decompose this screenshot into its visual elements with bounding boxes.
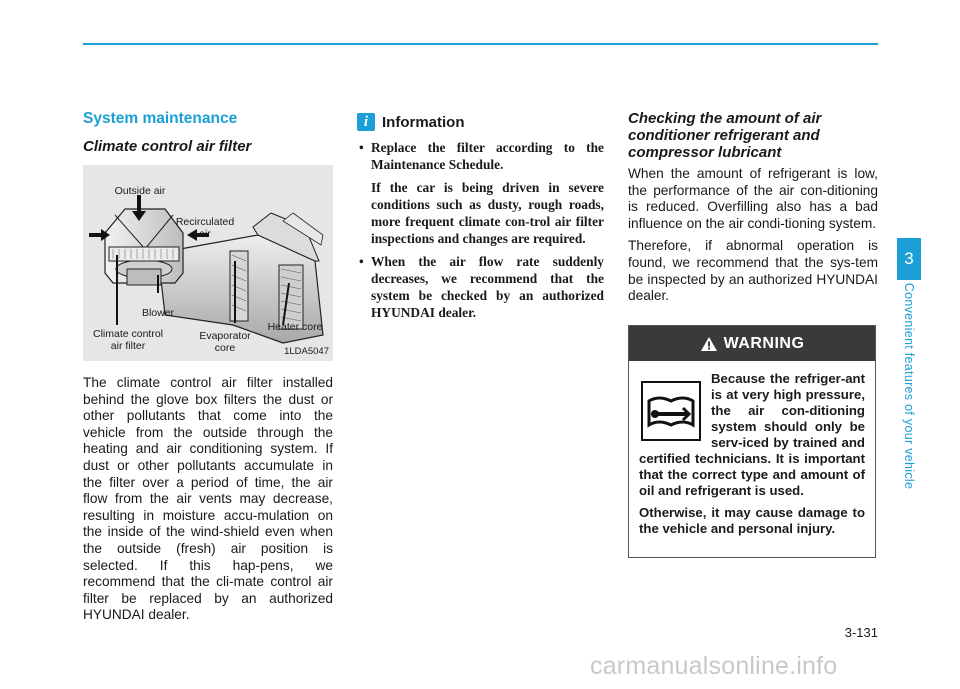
list-item xyxy=(357,253,604,321)
list-item xyxy=(357,139,604,247)
page-number: 3-131 xyxy=(844,625,878,640)
top-rule xyxy=(83,43,878,45)
manual-wrench-icon xyxy=(641,381,701,441)
info-header xyxy=(357,113,604,131)
watermark: carmanualsonline.info xyxy=(590,652,838,680)
label-climate-filter: Climate control air filter xyxy=(92,328,164,352)
checking-paragraph-1: When the amount of refrigerant is low, the performance of the air con-ditioning is reduced. Overfilling also has a bad influence on the air condi-tioning system. xyxy=(628,166,878,231)
subsection-title: Climate control air filter xyxy=(83,138,252,155)
warning-label: WARNING xyxy=(723,334,805,352)
column-middle xyxy=(357,113,604,327)
warning-paragraph-1: Because the refriger-ant is at very high pressure, the air con-ditioning system should only be serv-iced by trained and certified technicians. It is important that the correct type and amount of oil and refrigerant is used. xyxy=(639,371,865,498)
warning-paragraph-2: Otherwise, it may cause damage to the vehicle and personal injury. xyxy=(639,505,865,536)
warning-triangle-icon xyxy=(700,336,718,352)
label-evaporator-core: Evaporator core xyxy=(199,330,251,354)
warning-header xyxy=(629,326,875,361)
warning-box xyxy=(628,325,876,558)
info-icon: i xyxy=(357,113,375,131)
column-right xyxy=(628,110,878,311)
figure-id: 1LDA5047 xyxy=(284,346,329,357)
info-item-1-para-2: If the car is being driven in severe conditions such as dusty, rough roads, more frequent climate con-trol air filter inspections and changes are required. xyxy=(371,180,604,246)
label-blower: Blower xyxy=(141,307,175,319)
checking-title: Checking the amount of air conditioner refrigerant and compressor lubricant xyxy=(628,110,822,161)
chapter-label: Convenient features of your vehicle xyxy=(902,282,916,490)
info-title: Information xyxy=(382,113,465,131)
label-recirculated-air: Recirculated air xyxy=(175,216,235,240)
body-paragraph: The climate control air filter installed behind the glove box filters the dust or other pollutants that come into the vehicle from the outside through the heating and air conditioning system. If dust or other pollutants accumulate in the filter over a period of time, the air flow from the air vents may decrease, resulting in moisture accu-mulation on the inside of the wind-shield even when the outside (fresh) air position is selected. If this hap-pens, we recommend that the cli-mate control air filter be replaced by an authorized HYUNDAI dealer. xyxy=(83,375,333,623)
column-left xyxy=(83,110,333,624)
info-item-1-para-1: • Replace the filter according to the Maintenance Schedule. xyxy=(371,140,604,172)
label-outside-air: Outside air xyxy=(114,185,166,197)
info-list xyxy=(357,139,604,321)
checking-paragraph-2: Therefore, if abnormal operation is found, we recommend that the sys-tem be inspected by an authorized HYUNDAI dealer. xyxy=(628,238,878,304)
warning-body xyxy=(629,361,875,537)
chapter-tab: 3 xyxy=(897,238,921,280)
info-item-2-para-1: • When the air flow rate suddenly decreases, we recommend that the system be checked by an authorized HYUNDAI dealer. xyxy=(371,254,604,320)
air-filter-figure xyxy=(83,165,333,361)
label-heater-core: Heater core xyxy=(267,321,323,333)
section-title: System maintenance xyxy=(83,110,238,127)
